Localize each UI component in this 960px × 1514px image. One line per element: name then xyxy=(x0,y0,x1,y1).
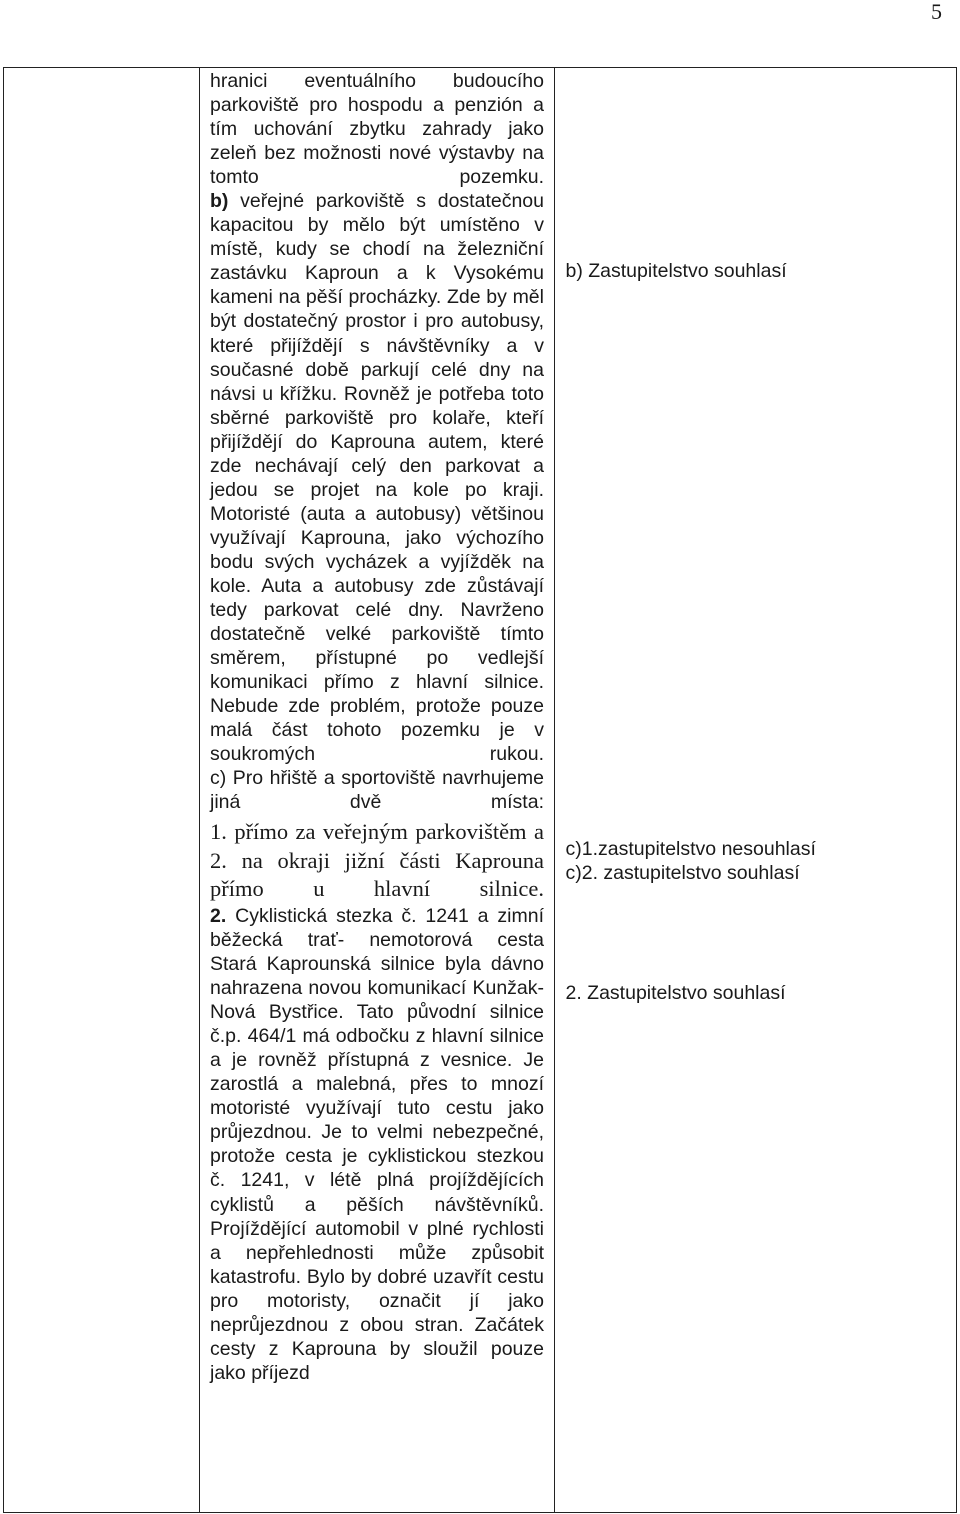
section-b-label: b) xyxy=(210,190,229,213)
section-b-text: veřejné parkoviště s dostatečnou kapacitou by mělo být umístěno v místě, kudy se chodí na železniční zastávku Kaproun a k Vysokému kameni na pěší procházky. Zde by měl být dostatečný prostor i pro autobusy, které přijíždějí s návštěvníky a v současné době parkují celé dny na návsi u křížku. Rovněž je potřeba toto sběrné parkoviště pro kolaře, kteří přijíždějí do Kaprouna autem, které zde nechávají celý den parkovat a jedou se projet na kole po kraji. Motoristé (auta a autobusy) většinou využívají Kaprouna, jako výchozího bodu svých vycházek a vyjížděk na kole. Auta a autobusy zde zůstávají tedy parkovat celé dny. Navrženo dostatečně velké parkoviště tímto směrem, přístupné po vedlejší komunikaci přímo z hlavní silnice. Nebude zde problém, protože pouze malá část tohoto pozemku je v soukromých rukou. xyxy=(210,190,544,766)
response-c2: c)2. zastupitelstvo souhlasí xyxy=(565,861,800,884)
empty-left-cell xyxy=(4,68,200,1513)
page-number: 5 xyxy=(931,0,942,24)
section-c-paragraph: c) Pro hřiště a sportoviště navrhujeme jiná dvě místa: xyxy=(210,767,544,814)
table-row xyxy=(4,68,957,1513)
item-2-body: Stará Kaprounská silnice byla dávno nahrazena novou komunikací Kunžak- Nová Bystřice. Tato původní silnice č.p. 464/1 má odbočku z hlavní silnice a je rovněž přístupná z vesnice. Je zarostlá a malebná, přes to mnozí motoristé využívají tuto cestu jako průjezdnou. Je to velmi nebezpečné, protože cesta je cyklistickou stezkou č. 1241, v létě plná projíždějících cyklistů a pěších návštěvníků. Projíždějící automobil v plné rychlosti a nepřehlednosti může způsobit katastrofu. Bylo by dobré uzavřít cestu pro motoristy, označit jí jako neprůjezdnou z obou stran. Začátek cesty z Kaprouna by sloužil pouze jako příjezd xyxy=(210,953,544,1384)
comment-cell xyxy=(200,68,555,1513)
section-c-options: 1. přímo za veřejným parkovištěm a 2. na okraji jižní části Kaprouna přímo u hlavní silnice. xyxy=(210,819,544,902)
response-b: b) Zastupitelstvo souhlasí xyxy=(565,259,787,282)
response-item-2: 2. Zastupitelstvo souhlasí xyxy=(565,981,786,1004)
section-b-paragraph xyxy=(210,189,544,766)
response-cell xyxy=(555,68,957,1513)
item-2-title: Cyklistická stezka č. 1241 a zimní běžecká trať- nemotorová cesta xyxy=(210,904,544,951)
comments-table xyxy=(3,67,957,1513)
intro-paragraph: hranici eventuálního budoucího parkoviště pro hospodu a penzión a tím uchování zbytku zahrady jako zeleň bez možnosti nové výstavby na tomto pozemku. xyxy=(210,70,544,189)
response-c1: c)1.zastupitelstvo nesouhlasí xyxy=(565,837,816,860)
item-2-heading xyxy=(210,904,544,952)
item-2-label: 2. xyxy=(210,904,227,927)
